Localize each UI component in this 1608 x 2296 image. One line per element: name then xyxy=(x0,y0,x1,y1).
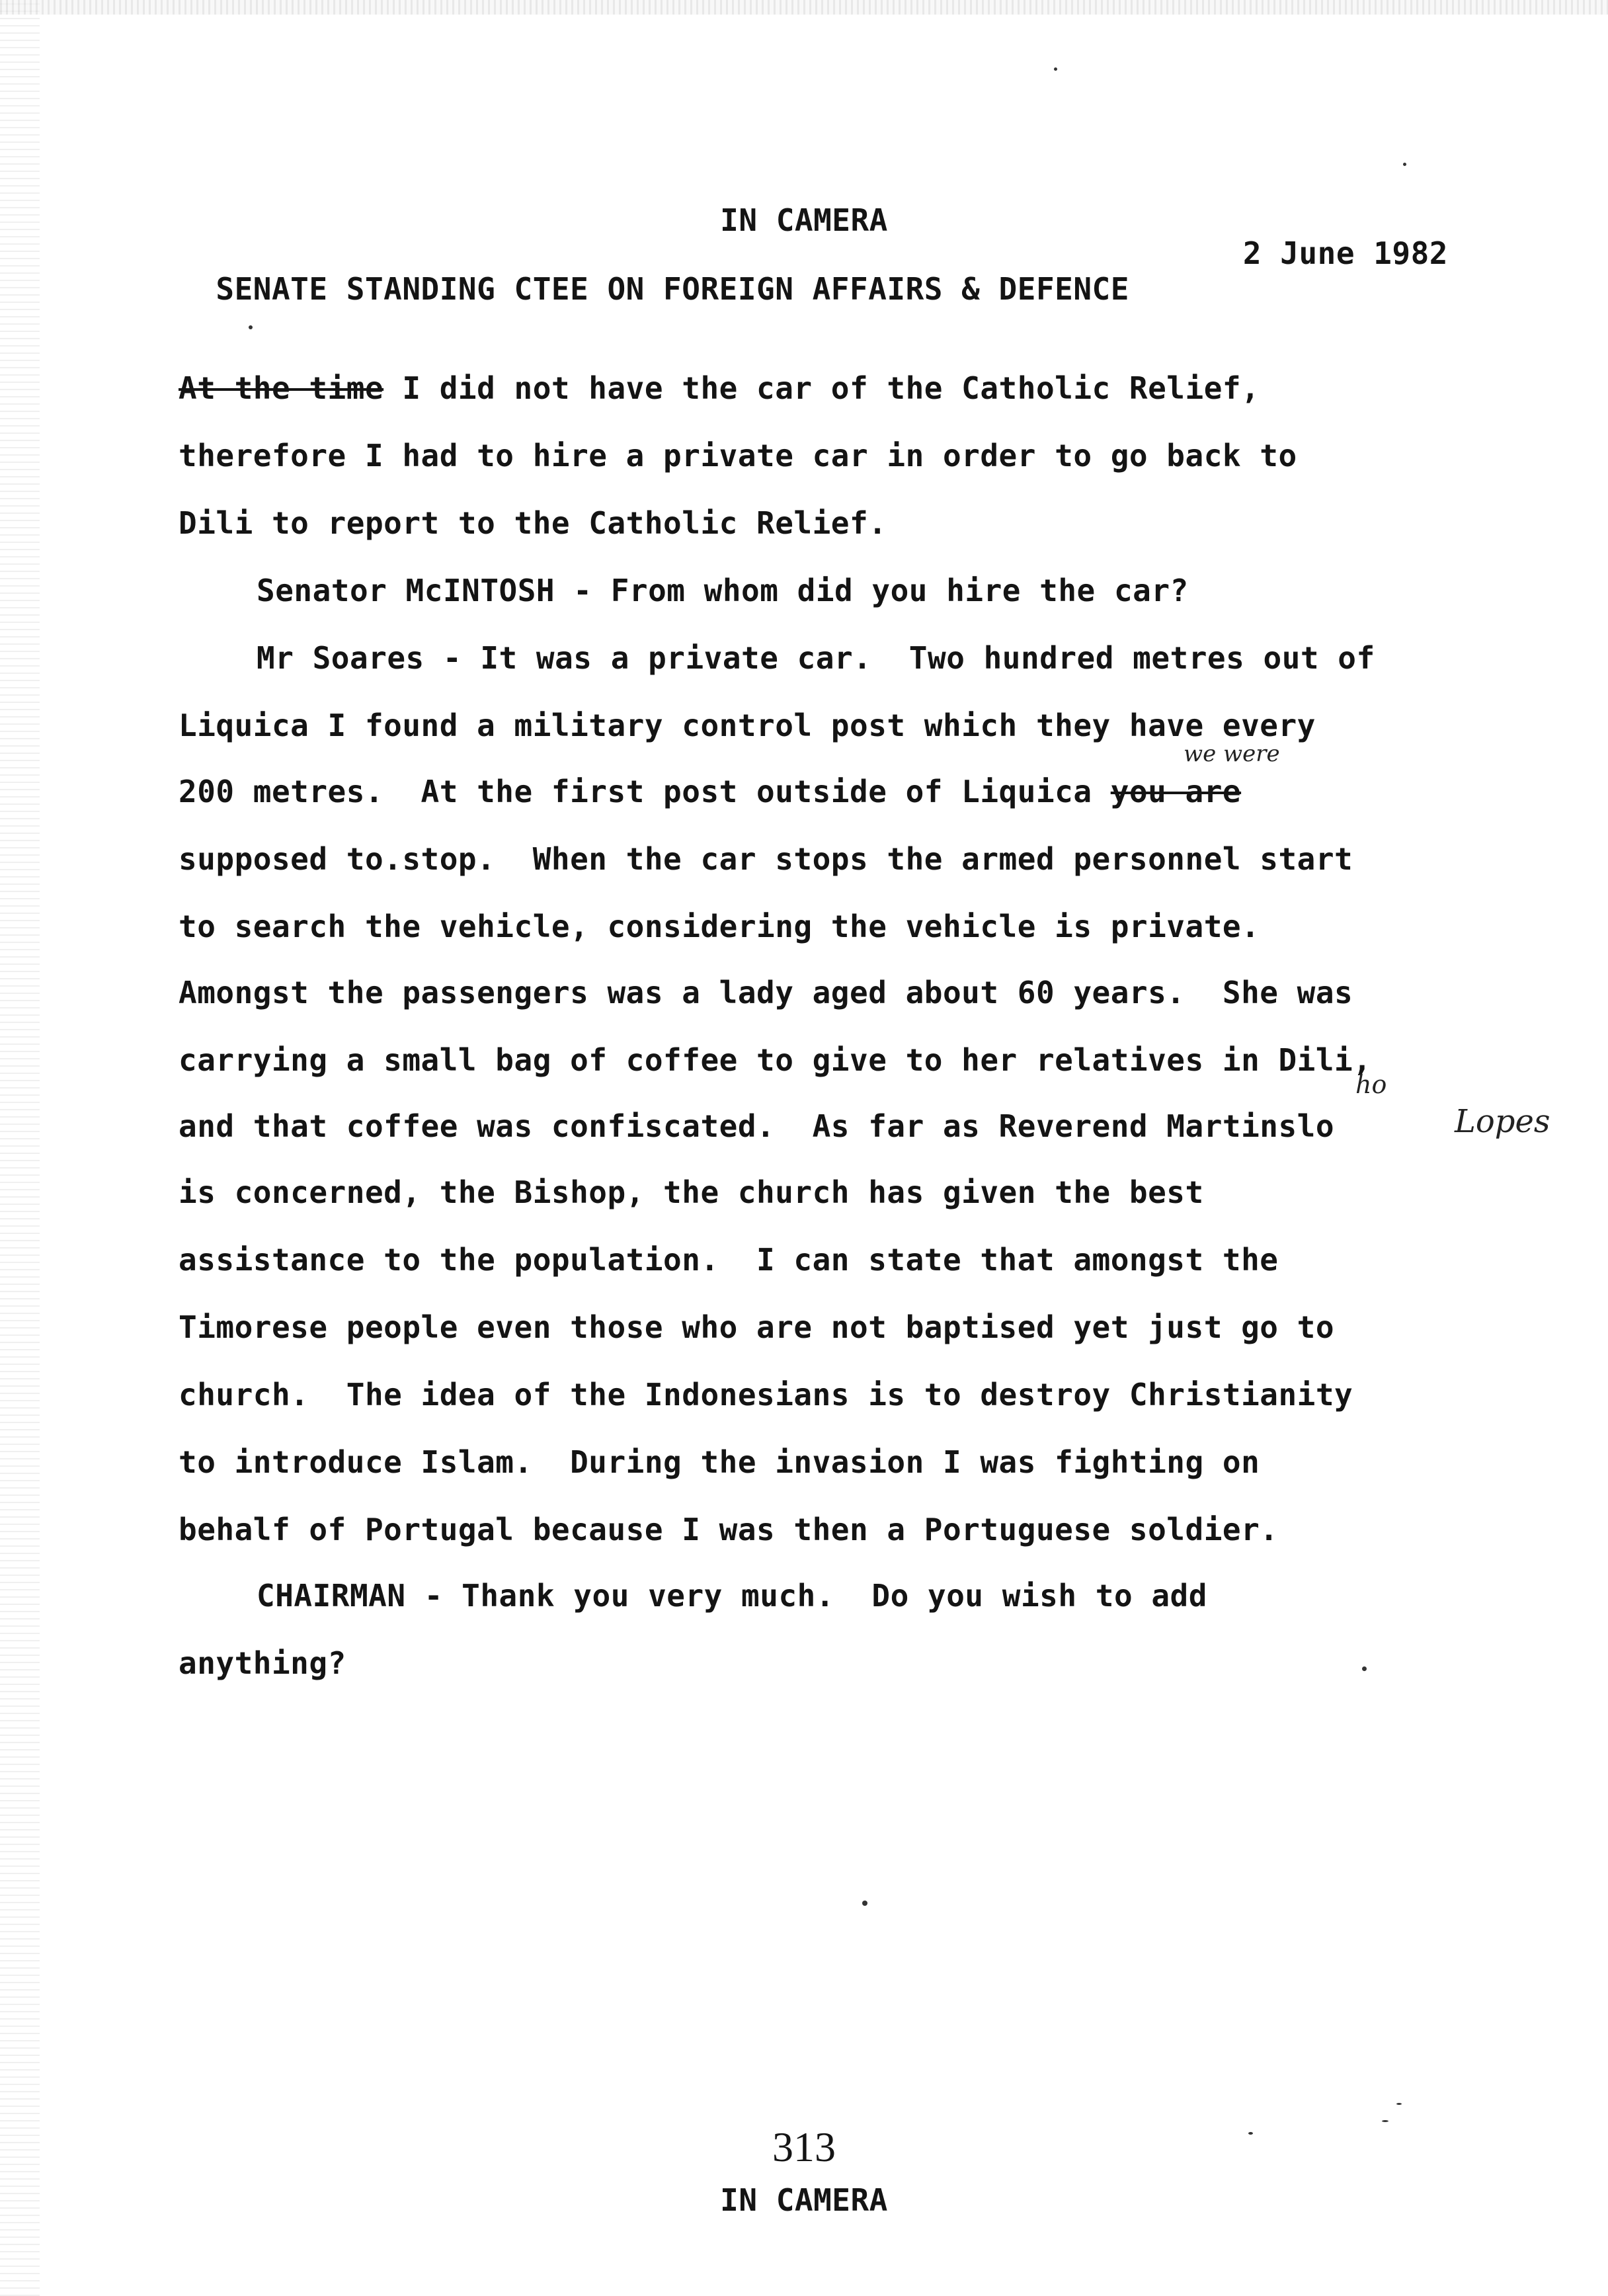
scan-speck xyxy=(1362,1666,1367,1671)
handwritten-we-were: we were xyxy=(1184,741,1280,767)
scan-speck xyxy=(862,1901,867,1906)
body-line-9: to search the vehicle, considering the vehicle is private. xyxy=(179,909,1260,944)
body-line-17: to introduce Islam. During the invasion I was fighting on xyxy=(179,1444,1260,1480)
page-number: 313 xyxy=(772,2123,836,2170)
scan-speck xyxy=(1054,67,1057,71)
scan-top-noise xyxy=(0,0,1608,15)
scan-speck xyxy=(1396,2103,1402,2105)
scan-speck xyxy=(249,325,253,329)
struck-text-at-the-time: At the time xyxy=(179,370,384,406)
footer-in-camera: IN CAMERA xyxy=(720,2182,888,2218)
body-line-19: CHAIRMAN - Thank you very much. Do you wish to add xyxy=(257,1578,1207,1614)
body-line-18: behalf of Portugal because I was then a Portuguese soldier. xyxy=(179,1512,1279,1547)
committee-title: SENATE STANDING CTEE ON FOREIGN AFFAIRS & DEFENCE xyxy=(216,271,1129,307)
body-line-15: Timorese people even those who are not baptised yet just go to xyxy=(179,1309,1335,1345)
body-line-11: carrying a small bag of coffee to give to her relatives in Dili, xyxy=(179,1042,1372,1078)
handwritten-ho: ho xyxy=(1355,1070,1387,1099)
body-line-1: At the time I did not have the car of the Catholic Relief, xyxy=(179,370,1260,406)
scan-edge-noise xyxy=(0,0,40,2296)
handwritten-lopes: Lopes xyxy=(1455,1103,1550,1140)
body-line-20: anything? xyxy=(179,1645,346,1681)
body-line-6: Liquica I found a military control post which they have every xyxy=(179,708,1316,743)
scan-speck xyxy=(1248,2132,1253,2135)
body-line-7: 200 metres. At the first post outside of Liquica you are xyxy=(179,774,1242,809)
struck-text-you-are: you are xyxy=(1110,774,1242,809)
body-line-14: assistance to the population. I can state that amongst the xyxy=(179,1242,1279,1278)
scan-speck xyxy=(1403,163,1406,166)
body-line-16: church. The idea of the Indonesians is to destroy Christianity xyxy=(179,1377,1353,1413)
body-line-4: Senator McINTOSH - From whom did you hire the car? xyxy=(257,573,1189,608)
body-line-2: therefore I had to hire a private car in order to go back to xyxy=(179,438,1297,473)
body-line-13: is concerned, the Bishop, the church has given the best xyxy=(179,1174,1204,1210)
header-in-camera: IN CAMERA xyxy=(720,202,888,238)
body-line-3: Dili to report to the Catholic Relief. xyxy=(179,505,887,541)
body-line-5: Mr Soares - It was a private car. Two hundred metres out of xyxy=(257,640,1375,676)
hearing-date: 2 June 1982 xyxy=(1242,235,1448,271)
header-row xyxy=(179,235,1448,343)
scan-speck xyxy=(1382,2120,1388,2122)
body-line-8: supposed to.stop. When the car stops the armed personnel start xyxy=(179,841,1353,877)
body-line-10: Amongst the passengers was a lady aged about 60 years. She was xyxy=(179,975,1353,1010)
body-line-12: and that coffee was confiscated. As far as Reverend Martinslo xyxy=(179,1108,1335,1144)
